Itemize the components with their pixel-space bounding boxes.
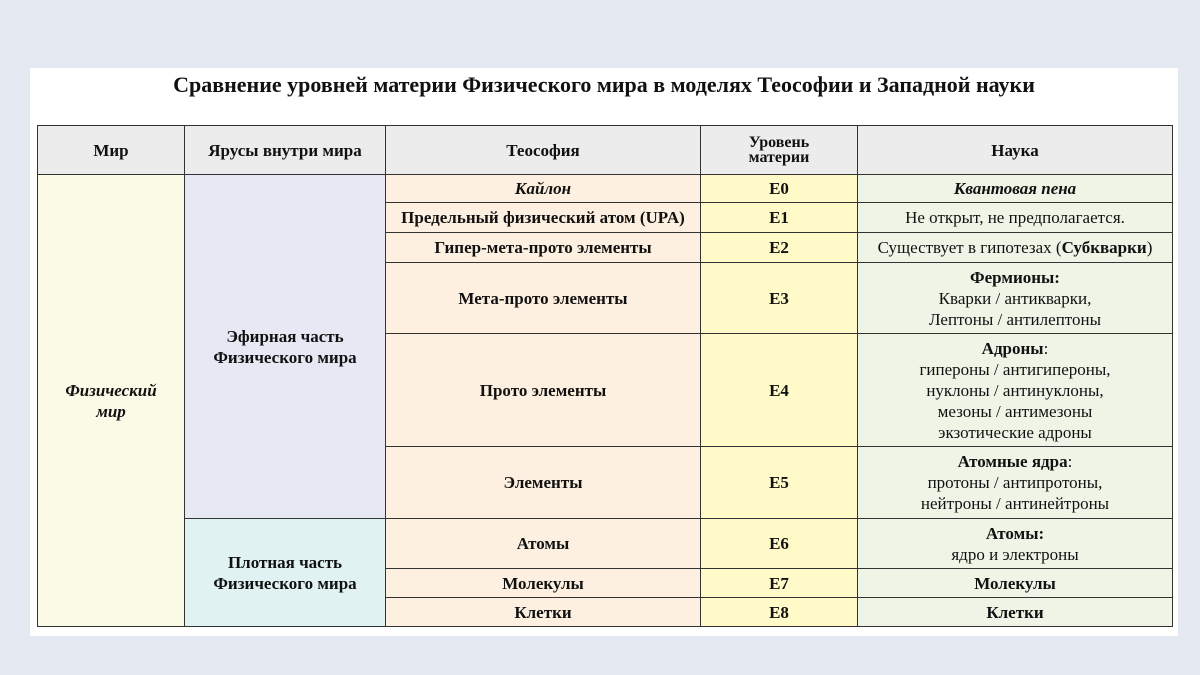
level-cell: E8 xyxy=(701,598,858,627)
header-row xyxy=(38,126,1173,175)
science-line: Кварки / антикварки, xyxy=(938,288,1092,308)
header-tiers: Ярусы внутри мира xyxy=(185,126,386,175)
science-bold: Субкварки xyxy=(1061,238,1147,257)
header-level-line2: материи xyxy=(748,149,810,166)
tier-dense-line2: Физического мира xyxy=(213,573,357,593)
theosophy-cell: Прото элементы xyxy=(386,334,701,447)
science-line: гипероны / антигипероны, xyxy=(919,359,1111,379)
science-text: ) xyxy=(1146,238,1153,257)
science-line: нуклоны / антинуклоны, xyxy=(926,380,1104,400)
tier-ethereal-line2: Физического мира xyxy=(213,347,357,367)
tier-ethereal-line1: Эфирная часть xyxy=(226,326,344,346)
science-cell: Не открыт, не предполагается. xyxy=(858,203,1173,233)
science-cell: Клетки xyxy=(858,598,1173,627)
science-title: Атомные ядра xyxy=(957,452,1068,471)
theosophy-cell: Элементы xyxy=(386,447,701,519)
header-theosophy: Теософия xyxy=(386,126,701,175)
header-level-line1: Уровень xyxy=(748,134,810,151)
tier-dense xyxy=(185,519,386,627)
header-world: Мир xyxy=(38,126,185,175)
science-line: мезоны / антимезоны xyxy=(937,401,1093,421)
science-cell: Молекулы xyxy=(858,569,1173,598)
theosophy-cell: Гипер-мета-прото элементы xyxy=(386,233,701,263)
level-cell: E4 xyxy=(701,334,858,447)
science-cell xyxy=(858,447,1173,519)
level-cell: E6 xyxy=(701,519,858,569)
science-cell xyxy=(858,334,1173,447)
level-cell: E3 xyxy=(701,263,858,334)
science-suffix: : xyxy=(1067,452,1073,471)
page-title: Сравнение уровней материи Физического мира в моделях Теософии и Западной науки xyxy=(173,72,1035,97)
science-line: протоны / антипротоны, xyxy=(927,473,1103,492)
science-text: Существует в гипотезах ( xyxy=(877,238,1062,257)
science-title: Атомы: xyxy=(985,523,1045,543)
level-cell: E5 xyxy=(701,447,858,519)
science-line: экзотические адроны xyxy=(938,422,1092,442)
table-row xyxy=(38,175,1173,203)
science-title: Фермионы: xyxy=(970,267,1060,287)
level-cell: E1 xyxy=(701,203,858,233)
theosophy-cell: Атомы xyxy=(386,519,701,569)
level-cell: E0 xyxy=(701,175,858,203)
table-row xyxy=(38,519,1173,569)
science-suffix: : xyxy=(1043,338,1049,358)
tier-ethereal xyxy=(185,175,386,519)
world-cell xyxy=(38,175,185,627)
world-line1: Физический xyxy=(65,380,157,400)
theosophy-cell: Предельный физический атом (UPA) xyxy=(386,203,701,233)
science-cell: Квантовая пена xyxy=(858,175,1173,203)
theosophy-cell: Клетки xyxy=(386,598,701,627)
science-cell xyxy=(858,233,1173,263)
comparison-table xyxy=(37,125,1173,627)
level-cell: E7 xyxy=(701,569,858,598)
science-line: ядро и электроны xyxy=(951,544,1079,564)
theosophy-cell: Молекулы xyxy=(386,569,701,598)
level-cell: E2 xyxy=(701,233,858,263)
science-line: Лептоны / антилептоны xyxy=(928,309,1102,329)
world-line2: мир xyxy=(96,401,126,421)
science-title: Адроны xyxy=(981,338,1044,358)
header-level xyxy=(701,126,858,175)
theosophy-cell: Кайлон xyxy=(386,175,701,203)
tier-dense-line1: Плотная часть xyxy=(227,552,343,572)
header-science: Наука xyxy=(858,126,1173,175)
science-line: нейтроны / антинейтроны xyxy=(920,494,1110,513)
science-cell xyxy=(858,263,1173,334)
science-cell xyxy=(858,519,1173,569)
theosophy-cell: Мета-прото элементы xyxy=(386,263,701,334)
